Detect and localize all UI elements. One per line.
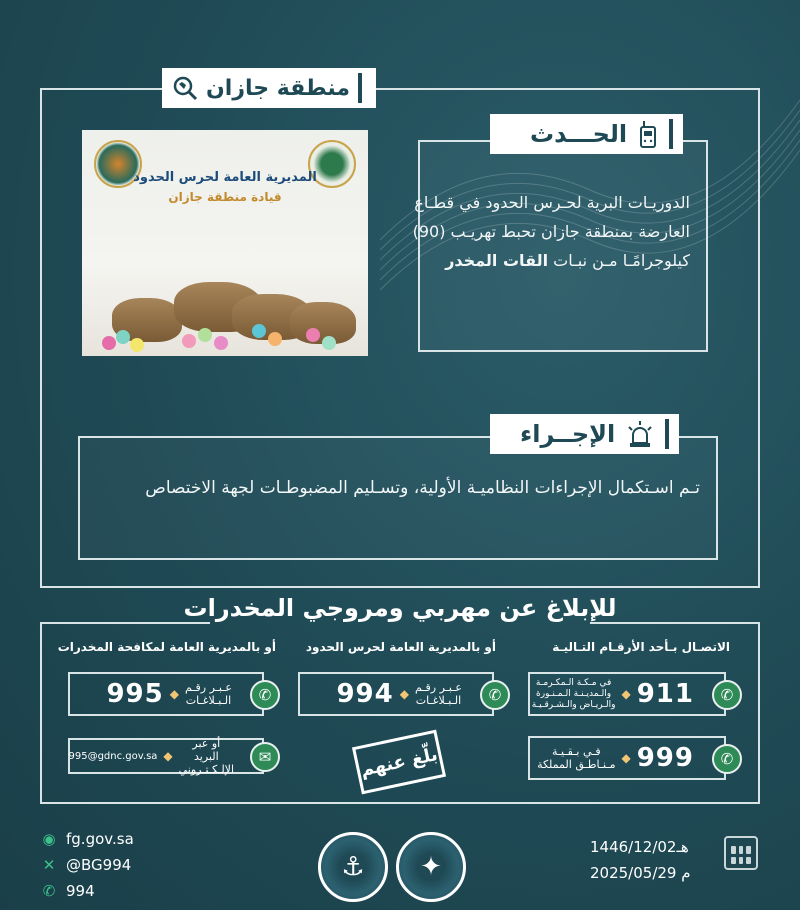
label-line: في مـكـة الـمكـرمـة <box>535 677 612 688</box>
bundle <box>306 328 320 342</box>
label-line: أو عبر البريد <box>192 736 221 763</box>
tab-bar <box>665 419 669 449</box>
event-text-main: الدوريـات البرية لحـرس الحدود في قطـاع العارضة بمنطقة جازان تحبط تهريـب (90) كيلوجرامًـا مـن نبـات <box>412 193 690 270</box>
event-title: الحـــدث <box>530 120 628 148</box>
mail-icon[interactable]: ✉ <box>250 742 280 772</box>
number-999-label <box>537 745 615 771</box>
tab-bar <box>669 119 673 149</box>
label-line: والـريـاض والـشـرقـيـة <box>531 699 616 710</box>
chevron-icon: ◆ <box>621 751 631 765</box>
bundle <box>198 328 212 342</box>
action-title: الإجــراء <box>520 420 616 448</box>
website-row[interactable] <box>40 826 134 852</box>
saudi-seal: ✦ <box>396 832 466 902</box>
region-title: منطقة جازان <box>206 75 350 101</box>
action-text: تـم اسـتكمال الإجراءات النظاميـة الأولية، وتسـليم المضبوطـات لجهة الاختصاص <box>145 478 700 498</box>
website[interactable]: fg.gov.sa <box>66 830 134 848</box>
calendar-icon <box>724 836 758 870</box>
report-title: للإبلاغ عن مهربي ومروجي المخدرات <box>183 594 617 622</box>
x-handle[interactable]: @BG994 <box>66 856 132 874</box>
x-logo-icon: ✕ <box>42 856 56 874</box>
bundle <box>252 324 266 338</box>
col3-head: أو بالمديرية العامة لمكافحة المخدرات <box>57 640 276 654</box>
bundle <box>102 336 116 350</box>
footer-contacts <box>40 826 134 904</box>
bundle <box>182 334 196 348</box>
event-text-bold: القات المخدر <box>445 251 549 270</box>
label-line: عـبـر رقـم <box>414 681 462 694</box>
date-gregorian: 2025/05/29 م <box>590 864 691 882</box>
dates <box>590 834 691 886</box>
phone-icon: ✆ <box>42 882 56 900</box>
bundle <box>130 338 144 352</box>
x-row[interactable] <box>40 852 134 878</box>
number-994: 994 <box>336 679 394 709</box>
label-line: الـبـلاغـات <box>185 694 232 707</box>
phone-icon[interactable]: ✆ <box>480 680 510 710</box>
date-hijri: 1446/12/02هـ <box>590 838 689 856</box>
photo-subheader: قيادة منطقة جازان <box>168 190 282 204</box>
chevron-icon: ◆ <box>163 749 173 763</box>
bundle <box>322 336 336 350</box>
phone-icon[interactable]: ✆ <box>712 744 742 774</box>
bundle <box>214 336 228 350</box>
footer-phone[interactable]: 994 <box>66 882 95 900</box>
number-995: 995 <box>106 679 164 709</box>
label-line: الإلـكـتـروني <box>178 762 234 776</box>
border-guard-seal: ⚓ <box>318 832 388 902</box>
number-999: 999 <box>636 743 694 773</box>
event-tab <box>490 114 683 154</box>
col2-head: أو بالمديرية العامة لحرس الحدود <box>305 640 496 654</box>
siren-icon <box>625 419 655 449</box>
chevron-icon: ◆ <box>169 687 179 701</box>
phone-icon[interactable]: ✆ <box>250 680 280 710</box>
label-line: مـنـاطـق المملكة <box>537 758 616 771</box>
chevron-icon: ◆ <box>399 687 409 701</box>
number-911-label <box>532 678 616 711</box>
number-994-box[interactable] <box>298 672 494 716</box>
report-them-stamp: بلّغ عنهم <box>352 730 446 795</box>
phone-icon[interactable]: ✆ <box>712 680 742 710</box>
globe-icon: ◉ <box>42 830 56 848</box>
email-box[interactable] <box>68 738 264 774</box>
event-text <box>410 188 690 275</box>
col1-head: الاتصـال بـأحد الأرقـام التـاليـة <box>552 640 730 654</box>
number-995-box[interactable] <box>68 672 264 716</box>
number-994-label <box>415 681 462 707</box>
region-tab <box>162 68 376 108</box>
magnifier-map-icon <box>172 75 198 101</box>
bundle <box>116 330 130 344</box>
bundle <box>268 332 282 346</box>
walkie-talkie-icon <box>637 119 659 149</box>
action-tab <box>490 414 679 454</box>
tab-bar <box>358 73 362 103</box>
number-999-box[interactable] <box>528 736 726 780</box>
email-address[interactable]: 995@gdnc.gov.sa <box>68 750 158 762</box>
phone-row[interactable] <box>40 878 134 904</box>
number-911: 911 <box>636 679 694 709</box>
number-995-label <box>185 681 232 707</box>
label-line: والـمديـنـة الـمـنـورة <box>536 688 612 699</box>
label-line: فـي بـقـيـة <box>551 745 601 758</box>
number-911-box[interactable] <box>528 672 726 716</box>
seizure-photo <box>82 130 368 356</box>
label-line: عـبـر رقـم <box>184 681 232 694</box>
label-line: الـبـلاغـات <box>415 694 462 707</box>
email-label <box>179 737 234 776</box>
photo-header: المديرية العامة لحرس الحدود <box>133 170 317 185</box>
chevron-icon: ◆ <box>621 687 631 701</box>
